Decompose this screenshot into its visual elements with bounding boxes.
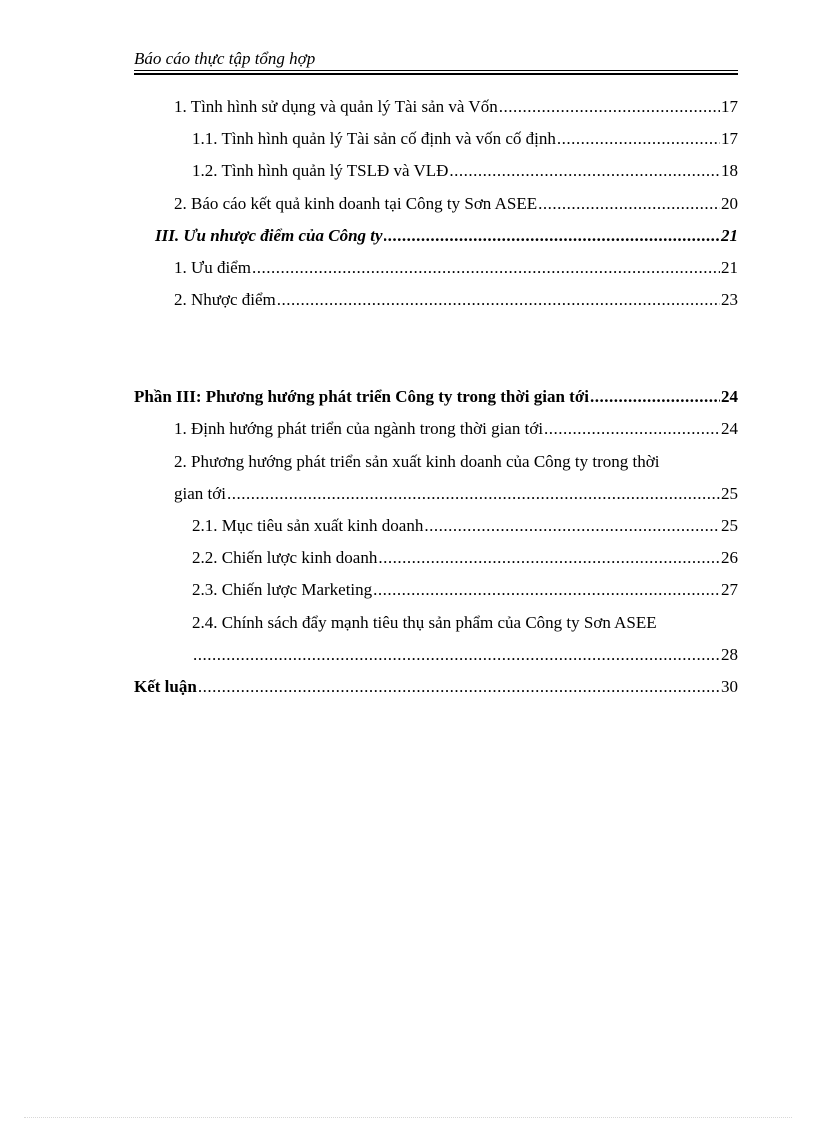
toc-page-number: 17 [721, 129, 738, 148]
header-rule-thin [134, 70, 738, 71]
toc-page-number: 28 [721, 645, 738, 664]
toc-entry-section-iii[interactable] [155, 225, 738, 247]
toc-page-number: 21 [721, 258, 738, 277]
page-bottom-border [24, 1117, 792, 1118]
toc-entry-2-4-line1[interactable]: 2.4. Chính sách đẩy mạnh tiêu thụ sản phẩm của Công ty Sơn ASEE [192, 613, 657, 632]
toc-entry-text: III. Ưu nhược điểm của Công ty [155, 226, 383, 245]
toc-entry-conclusion[interactable] [134, 676, 738, 698]
toc-page-number: 17 [721, 97, 738, 116]
toc-entry-2-4[interactable] [192, 644, 738, 666]
toc-entry-business-direction-line1[interactable]: 2. Phương hướng phát triển sản xuất kinh doanh của Công ty trong thời [174, 452, 660, 471]
toc-entry-2[interactable] [174, 193, 738, 215]
toc-entry-business-direction[interactable] [174, 483, 738, 505]
toc-entry-text: Phần III: Phương hướng phát triển Công ty trong thời gian tới [134, 387, 589, 406]
page-header [134, 48, 738, 70]
toc-leader [538, 193, 720, 215]
header-rule-thick [134, 73, 738, 75]
header-title: Báo cáo thực tập tổng hợp [134, 49, 316, 68]
toc-entry-1-1[interactable] [192, 128, 738, 150]
toc-page-number: 24 [721, 387, 738, 406]
toc-leader [193, 644, 720, 666]
toc-entry-text: 2. Báo cáo kết quả kinh doanh tại Công ty Sơn ASEE [174, 194, 538, 213]
toc-page-number: 20 [721, 194, 738, 213]
toc-entry-1-2[interactable] [192, 160, 738, 182]
toc-page-number: 18 [721, 161, 738, 180]
toc-leader [499, 96, 720, 118]
toc-leader [252, 257, 720, 279]
toc-entry-text: 2.2. Chiến lược kinh doanh [192, 548, 378, 567]
toc-leader [449, 160, 720, 182]
toc-entry-2-1[interactable] [192, 515, 738, 537]
toc-leader [277, 289, 720, 311]
toc-entry-text: 2.1. Mục tiêu sản xuất kinh doanh [192, 516, 424, 535]
toc-entry-text: gian tới [174, 484, 226, 503]
toc-page-number: 26 [721, 548, 738, 567]
toc-entry-development-orientation[interactable] [174, 418, 738, 440]
toc-entry-part-iii[interactable] [134, 386, 738, 408]
toc-page-number: 30 [721, 677, 738, 696]
toc-entry-text: 1. Ưu điểm [174, 258, 251, 277]
toc-page-number: 24 [721, 419, 738, 438]
toc-page-number: 25 [721, 484, 738, 503]
toc-entry-2-3[interactable] [192, 579, 738, 601]
toc-entry-disadvantages[interactable] [174, 289, 738, 311]
toc-leader [424, 515, 720, 537]
toc-entry-advantages[interactable] [174, 257, 738, 279]
toc-entry-2-2[interactable] [192, 547, 738, 569]
toc-entry-text: 2.3. Chiến lược Marketing [192, 580, 373, 599]
toc-page-number: 21 [721, 226, 738, 245]
toc-leader [373, 579, 720, 601]
toc-entry-text: 1. Tình hình sử dụng và quản lý Tài sản và Vốn [174, 97, 498, 116]
toc-entry-1[interactable] [174, 96, 738, 118]
toc-leader [557, 128, 720, 150]
toc-page-number: 23 [721, 290, 738, 309]
toc-leader [198, 676, 720, 698]
toc-entry-text: 1.2. Tình hình quản lý TSLĐ và VLĐ [192, 161, 449, 180]
toc-entry-text: Kết luận [134, 677, 197, 696]
toc-leader [384, 225, 720, 247]
toc-leader [378, 547, 720, 569]
toc-entry-text: 1.1. Tình hình quản lý Tài sản cố định và vốn cố định [192, 129, 556, 148]
toc-entry-text: 2. Nhược điểm [174, 290, 276, 309]
toc-page-number: 25 [721, 516, 738, 535]
toc-page-number: 27 [721, 580, 738, 599]
toc-leader [544, 418, 720, 440]
toc-leader [227, 483, 720, 505]
toc-entry-text: 1. Định hướng phát triển của ngành trong thời gian tới [174, 419, 544, 438]
toc-leader [590, 386, 720, 408]
